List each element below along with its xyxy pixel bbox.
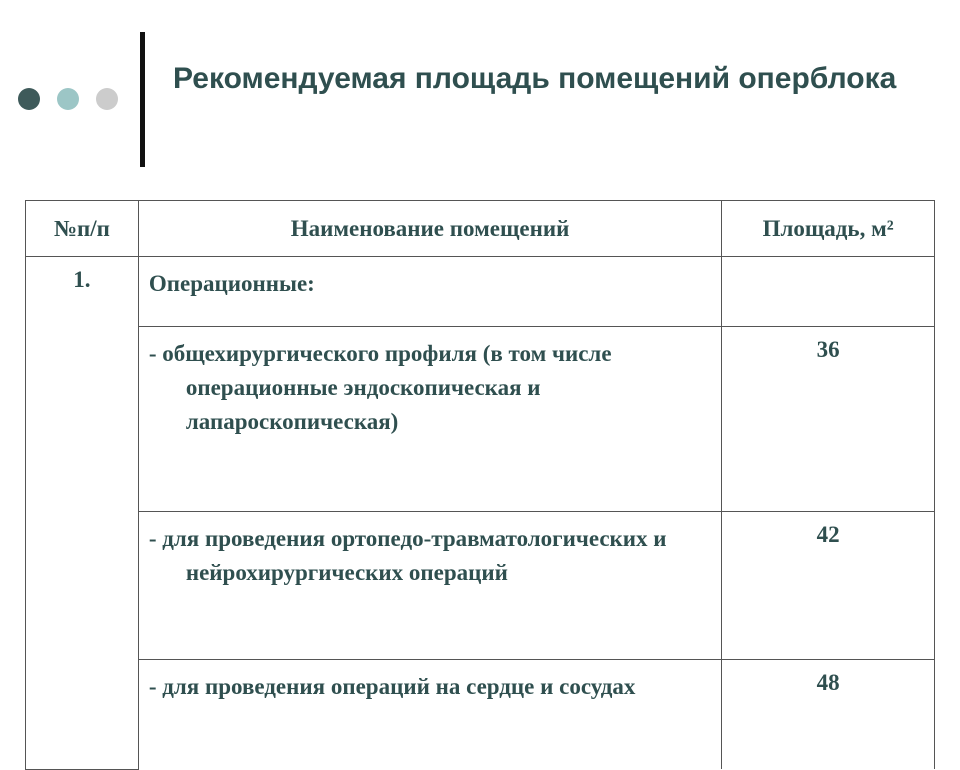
room-name [138,327,721,512]
room-area: 42 [722,512,935,660]
slide-title: Рекомендуемая площадь помещений оперблока [173,62,897,95]
header-area: Площадь, м² [722,201,935,257]
header-num: №п/п [26,201,139,257]
group-name: Операционные: [138,257,721,327]
room-area: 36 [722,327,935,512]
rooms-table [25,200,935,770]
header-name: Наименование помещений [138,201,721,257]
vertical-divider [140,32,145,167]
row-number: 1. [26,257,139,770]
gray-dot-icon [96,88,118,110]
group-area [722,257,935,327]
dark-dot-icon [18,88,40,110]
room-name-text: - для проведения ортопедо-травматологических и нейрохирургических операций [148,526,667,585]
room-name-text: - общехирургического профиля (в том числе операционные эндоскопическая и лапароскопическая) [148,341,612,434]
teal-dot-icon [57,88,79,110]
table-row [26,512,935,660]
room-name [138,512,721,660]
room-name [138,660,721,770]
table-row [26,660,935,770]
room-name-text: - для проведения операций на сердце и сосудах [148,674,636,699]
table-header-row [26,201,935,257]
room-area: 48 [722,660,935,770]
table-row [26,327,935,512]
table-row [26,257,935,327]
